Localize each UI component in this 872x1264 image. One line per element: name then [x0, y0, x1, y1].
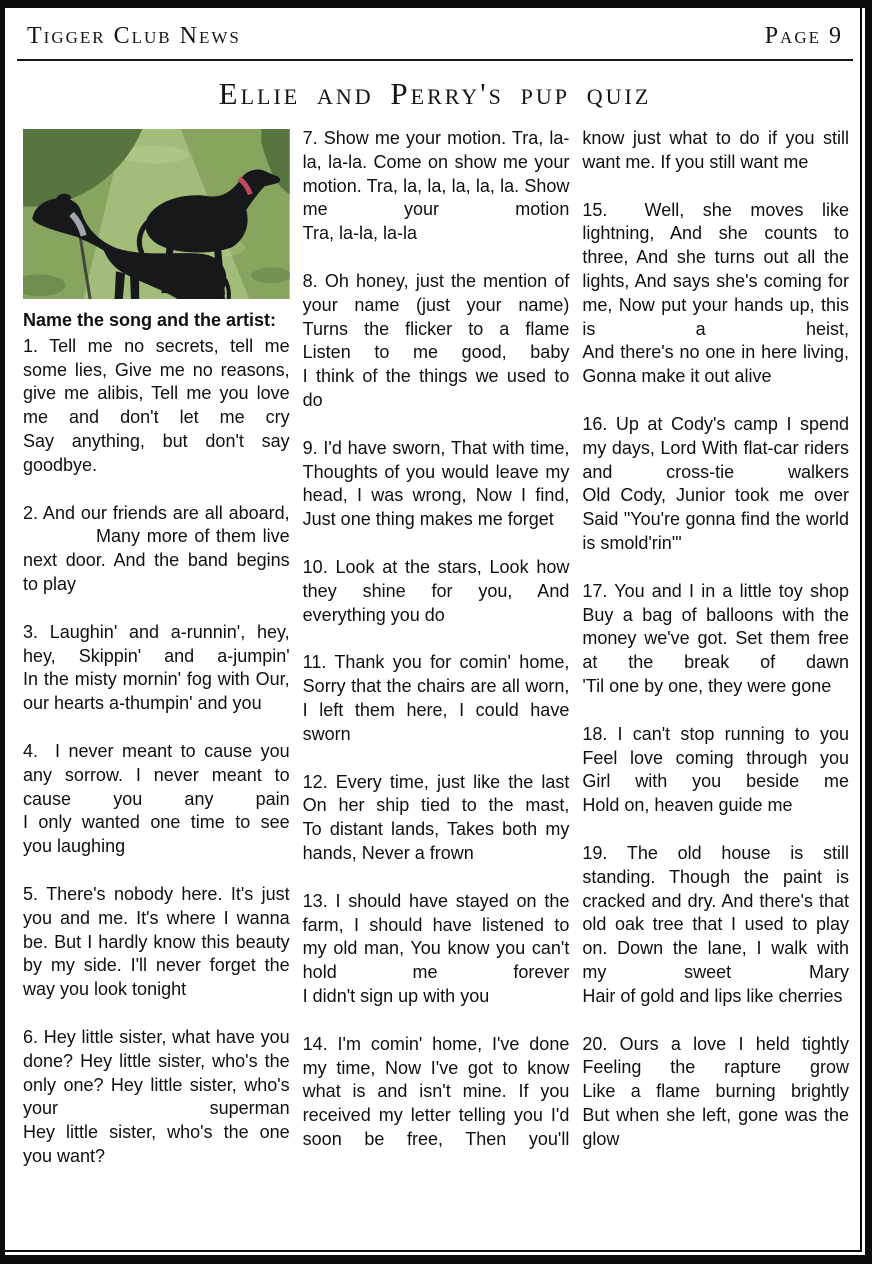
- quiz-item-line: Hey little sister, who's the one you want?: [23, 1122, 290, 1166]
- quiz-item: [582, 413, 849, 556]
- quiz-item: [23, 502, 290, 597]
- quiz-items-col2: [303, 127, 570, 1152]
- quiz-item: [303, 651, 570, 746]
- quiz-item-line: 18. I can't stop running to you: [582, 723, 850, 744]
- quiz-item: [303, 127, 570, 246]
- quiz-item-line: And there's no one in here living, Gonna make it out alive: [582, 342, 850, 387]
- quiz-item: [23, 1026, 290, 1169]
- quiz-item-line: 6. Hey little sister, what have you done? Hey little sister, who's the only one? Hey little sister, who's your superman: [23, 1026, 290, 1119]
- quiz-item-line: 15. Well, she moves like lightning, And she counts to three, And she turns out all the lights, And says she's coming for me, Now put your hands up, this is a heist,: [582, 199, 850, 339]
- quiz-item-line: Turns the flicker to a flame: [302, 318, 570, 339]
- quiz-item-line: 17. You and I in a little toy shop: [582, 580, 850, 601]
- quiz-item: [582, 127, 849, 175]
- quiz-item-line: 12. Every time, just like the last: [302, 771, 570, 792]
- quiz-item-line: Hair of gold and lips like cherries: [582, 985, 843, 1006]
- dogs-photo-graphic: [23, 129, 290, 299]
- page-header: [17, 8, 853, 61]
- quiz-item-line: Feeling the rapture grow: [582, 1057, 850, 1078]
- quiz-item-line: To distant lands, Takes both my hands, Never a frown: [302, 819, 570, 863]
- article-title: Ellie and Perry's pup quiz: [218, 76, 652, 111]
- quiz-item-line: But when she left, gone was the glow: [582, 1104, 850, 1149]
- quiz-item-line: know just what to do if you still want me. If you still want me: [582, 128, 850, 172]
- quiz-item-line: 19. The old house is still standing. Though the paint is cracked and dry. And there's that old oak tree that I used to play on. Down the lane, I walk with my sweet Mary: [582, 842, 850, 982]
- quiz-item-line: 5. There's nobody here. It's just you and me. It's where I wanna be. But I hardly know this beauty by my side. I'll never forget the way you look tonight: [23, 883, 290, 1000]
- quiz-intro-heading: Name the song and the artist:: [23, 310, 277, 330]
- quiz-item: [303, 270, 570, 413]
- quiz-item-line: Feel love coming through you: [582, 747, 850, 768]
- quiz-item-line: 13. I should have stayed on the farm, I should have listened to my old man, You know you can't hold me forever: [302, 890, 570, 983]
- quiz-item-line: Said "You're gonna find the world is smold'rin'": [582, 509, 850, 553]
- quiz-items-col1: [23, 335, 290, 1169]
- quiz-item-line: Like a flame burning brightly: [582, 1081, 850, 1102]
- quiz-item: [582, 1033, 849, 1152]
- quiz-item: [23, 621, 290, 716]
- quiz-items-col3: [582, 127, 849, 1151]
- quiz-item: [303, 771, 570, 866]
- quiz-item-line: Buy a bag of balloons with the money we've got. Set them free at the break of dawn: [582, 604, 850, 673]
- quiz-item-line: 'Til one by one, they were gone: [582, 675, 832, 696]
- quiz-item-line: On her ship tied to the mast,: [302, 795, 570, 816]
- quiz-item: [303, 556, 570, 627]
- quiz-item: [582, 199, 849, 389]
- quiz-item-line: 9. I'd have sworn, That with time, Thoughts of you would leave my head, I was wrong, Now I find, Just one thing makes me forget: [302, 437, 570, 530]
- quiz-item-line: In the misty mornin' fog with Our, our hearts a-thumpin' and you: [23, 669, 290, 714]
- quiz-item-line: 2. And our friends are all aboard, Many more of them live next door. And the band begins to play: [23, 502, 290, 594]
- quiz-item: [303, 437, 570, 532]
- quiz-item: [303, 1033, 570, 1152]
- quiz-item-line: Say anything, but don't say goodbye.: [23, 430, 290, 475]
- quiz-item: [23, 883, 290, 1002]
- page-number: Page 9: [764, 23, 843, 49]
- quiz-item-line: I didn't sign up with you: [302, 985, 490, 1006]
- quiz-columns: [5, 112, 865, 1193]
- dogs-photo: [23, 129, 290, 299]
- quiz-item: [582, 842, 849, 1009]
- quiz-item-line: Girl with you beside me: [582, 771, 850, 792]
- column-3: [582, 127, 849, 1193]
- quiz-item-line: Hold on, heaven guide me: [582, 795, 793, 816]
- newsletter-title: Tigger Club News: [27, 23, 241, 49]
- quiz-item-line: I think of the things we used to do: [302, 366, 570, 410]
- quiz-item-line: 3. Laughin' and a-runnin', hey, hey, Skippin' and a-jumpin': [23, 621, 290, 666]
- quiz-item-line: Tra, la-la, la-la: [302, 223, 418, 244]
- column-1: [23, 127, 290, 1193]
- quiz-item-line: 7. Show me your motion. Tra, la-la, la-la. Come on show me your motion. Tra, la, la, la, la, la. Show me your motion: [302, 128, 570, 220]
- quiz-item: [582, 580, 849, 699]
- quiz-item-line: 10. Look at the stars, Look how they shine for you, And everything you do: [302, 556, 570, 625]
- quiz-item-line: Listen to me good, baby: [302, 342, 570, 363]
- quiz-item: [23, 740, 290, 859]
- quiz-item-line: 14. I'm comin' home, I've done my time, Now I've got to know what is and isn't mine. If you received my letter telling you I'd soon be free, Then you'll: [302, 1033, 570, 1149]
- quiz-item: [303, 890, 570, 1009]
- quiz-item-line: 1. Tell me no secrets, tell me some lies, Give me no reasons, give me alibis, Tell me you love me and don't let me cry: [23, 335, 290, 428]
- quiz-item: [582, 723, 849, 818]
- quiz-item: [23, 335, 290, 478]
- quiz-item-line: 16. Up at Cody's camp I spend my days, Lord With flat-car riders and cross-tie walkers: [582, 413, 850, 482]
- quiz-item-line: I only wanted one time to see you laughing: [23, 812, 290, 857]
- column-2: [303, 127, 570, 1193]
- quiz-item-line: 8. Oh honey, just the mention of your name (just your name): [302, 270, 570, 315]
- quiz-item-line: Old Cody, Junior took me over: [582, 485, 850, 506]
- quiz-item-line: 4. I never meant to cause you any sorrow. I never meant to cause you any pain: [23, 740, 290, 809]
- quiz-item-line: 20. Ours a love I held tightly: [582, 1033, 850, 1054]
- quiz-item-line: 11. Thank you for comin' home, Sorry that the chairs are all worn, I left them here, I could have sworn: [302, 652, 570, 744]
